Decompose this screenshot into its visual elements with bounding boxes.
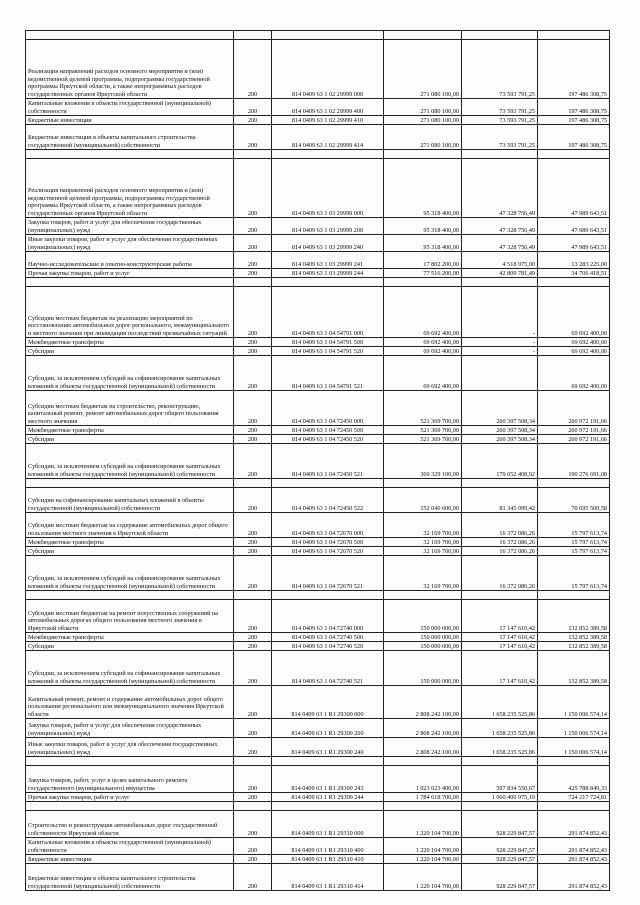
spacer-cell xyxy=(234,31,272,40)
row-code-cell: 200 xyxy=(234,235,272,252)
table-body xyxy=(26,31,610,891)
row-approved-amount-cell: 69 692 400,00 xyxy=(384,356,462,391)
row-name-cell: Реализация направлений расходов основного мероприятия и (или) ведомственной целевой программы, подпрограммы государственной программы Иркутской области, а также непрограммных расходов государственных органов Иркутской области xyxy=(26,159,234,218)
row-name-cell: Межбюджетные трансферты xyxy=(26,426,234,435)
row-name-cell: Субсидии местным бюджетам на содержание автомобильных дорог общего пользования местного значения в Иркутской области xyxy=(26,513,234,538)
row-code-cell: 200 xyxy=(234,738,272,757)
row-unexecuted-amount-cell: 47 989 643,51 xyxy=(538,235,610,252)
table-row xyxy=(26,252,610,269)
row-executed-amount-cell: 47 328 756,49 xyxy=(462,235,538,252)
row-approved-amount-cell: 32 169 700,00 xyxy=(384,556,462,591)
row-name-cell: Бюджетные инвестиции в объекты капитального строительства государственной (муниципальной) собственности xyxy=(26,125,234,150)
row-approved-amount-cell: 95 318 400,00 xyxy=(384,159,462,218)
row-code-cell: 200 xyxy=(234,651,272,686)
row-unexecuted-amount-cell: 291 874 852,43 xyxy=(538,855,610,864)
row-unexecuted-amount-cell: 132 852 389,58 xyxy=(538,651,610,686)
spacer-row xyxy=(26,757,610,766)
row-unexecuted-amount-cell: 132 852 389,58 xyxy=(538,600,610,633)
spacer-row xyxy=(26,150,610,159)
row-unexecuted-amount-cell: 724 217 724,81 xyxy=(538,793,610,802)
table-row xyxy=(26,600,610,633)
row-classification-code-cell: 814 0409 63 1 R1 29310 400 xyxy=(272,838,384,855)
spacer-cell xyxy=(234,150,272,159)
row-unexecuted-amount-cell: 260 972 191,66 xyxy=(538,426,610,435)
row-approved-amount-cell: 2 808 242 100,00 xyxy=(384,719,462,738)
row-approved-amount-cell: 271 080 100,00 xyxy=(384,125,462,150)
row-classification-code-cell: 814 0409 63 1 03 29999 240 xyxy=(272,235,384,252)
row-unexecuted-amount-cell: 1 150 006 574,14 xyxy=(538,738,610,757)
row-approved-amount-cell: 17 802 200,00 xyxy=(384,252,462,269)
table-row xyxy=(26,686,610,719)
spacer-cell xyxy=(462,479,538,488)
row-name-cell: Субсидии xyxy=(26,642,234,651)
row-approved-amount-cell: 150 000 000,00 xyxy=(384,633,462,642)
row-classification-code-cell: 814 0409 63 1 03 29999 244 xyxy=(272,269,384,278)
spacer-cell xyxy=(272,31,384,40)
row-executed-amount-cell: 47 328 756,49 xyxy=(462,159,538,218)
row-name-cell: Бюджетные инвестиции в объекты капитального строительства государственной (муниципальной) собственности xyxy=(26,864,234,891)
row-code-cell: 200 xyxy=(234,444,272,479)
row-classification-code-cell: 814 0409 63 1 04 72450 522 xyxy=(272,488,384,513)
row-name-cell: Иные закупки товаров, работ и услуг для обеспечения государственных (муниципальных) нужд xyxy=(26,738,234,757)
row-unexecuted-amount-cell: 15 797 613,74 xyxy=(538,547,610,556)
spacer-cell xyxy=(234,757,272,766)
row-classification-code-cell: 814 0409 63 1 02 29999 410 xyxy=(272,116,384,125)
table-row xyxy=(26,488,610,513)
row-code-cell: 200 xyxy=(234,793,272,802)
row-approved-amount-cell: 69 692 400,00 xyxy=(384,287,462,338)
row-name-cell: Межбюджетные трансферты xyxy=(26,538,234,547)
spacer-cell xyxy=(462,591,538,600)
spacer-cell xyxy=(462,31,538,40)
row-unexecuted-amount-cell: 260 972 191,66 xyxy=(538,435,610,444)
table-row xyxy=(26,766,610,793)
row-code-cell: 200 xyxy=(234,838,272,855)
row-name-cell: Субсидии, за исключением субсидий на софинансирование капитальных вложений в объекты государственной (муниципальной) собственности xyxy=(26,356,234,391)
spacer-cell xyxy=(272,591,384,600)
row-code-cell: 200 xyxy=(234,686,272,719)
row-classification-code-cell: 814 0409 63 1 R1 29310 410 xyxy=(272,855,384,864)
row-approved-amount-cell: 32 169 700,00 xyxy=(384,538,462,547)
row-classification-code-cell: 814 0409 63 1 04 72670 000 xyxy=(272,513,384,538)
row-classification-code-cell: 814 0409 63 1 04 72450 500 xyxy=(272,426,384,435)
row-classification-code-cell: 814 0409 63 1 04 54791 000 xyxy=(272,287,384,338)
spacer-cell xyxy=(26,802,234,811)
row-executed-amount-cell: 928 229 847,57 xyxy=(462,838,538,855)
row-name-cell: Межбюджетные трансферты xyxy=(26,338,234,347)
row-executed-amount-cell xyxy=(462,356,538,391)
row-unexecuted-amount-cell: 34 706 418,51 xyxy=(538,269,610,278)
row-unexecuted-amount-cell: 132 852 389,58 xyxy=(538,633,610,642)
row-unexecuted-amount-cell: 197 486 308,75 xyxy=(538,125,610,150)
row-name-cell: Субсидии xyxy=(26,347,234,356)
row-unexecuted-amount-cell: 70 695 500,58 xyxy=(538,488,610,513)
table-row xyxy=(26,269,610,278)
row-classification-code-cell: 814 0409 63 1 04 72450 000 xyxy=(272,391,384,426)
spacer-cell xyxy=(538,802,610,811)
spacer-cell xyxy=(538,278,610,287)
row-unexecuted-amount-cell: 190 276 691,08 xyxy=(538,444,610,479)
spacer-cell xyxy=(26,757,234,766)
spacer-cell xyxy=(462,278,538,287)
row-approved-amount-cell: 1 784 618 700,00 xyxy=(384,793,462,802)
spacer-cell xyxy=(384,31,462,40)
row-classification-code-cell: 814 0409 63 1 03 29999 241 xyxy=(272,252,384,269)
row-code-cell: 200 xyxy=(234,766,272,793)
row-unexecuted-amount-cell: 69 692 400,00 xyxy=(538,347,610,356)
spacer-cell xyxy=(234,278,272,287)
row-unexecuted-amount-cell: 291 874 852,43 xyxy=(538,864,610,891)
row-code-cell: 200 xyxy=(234,40,272,99)
row-code-cell: 200 xyxy=(234,338,272,347)
table-row xyxy=(26,538,610,547)
table-row xyxy=(26,125,610,150)
row-executed-amount-cell: 17 147 610,42 xyxy=(462,600,538,633)
table-row xyxy=(26,864,610,891)
row-name-cell: Субсидии, за исключением субсидий на софинансирование капитальных вложений в объекты государственной (муниципальной) собственности xyxy=(26,444,234,479)
row-approved-amount-cell: 69 692 400,00 xyxy=(384,338,462,347)
row-code-cell: 200 xyxy=(234,642,272,651)
table-row xyxy=(26,435,610,444)
spacer-cell xyxy=(462,150,538,159)
row-executed-amount-cell: 928 229 847,57 xyxy=(462,864,538,891)
row-code-cell: 200 xyxy=(234,125,272,150)
row-classification-code-cell: 814 0409 63 1 03 29999 000 xyxy=(272,159,384,218)
row-executed-amount-cell: 16 372 086,26 xyxy=(462,538,538,547)
row-approved-amount-cell: 32 169 700,00 xyxy=(384,547,462,556)
row-name-cell: Бюджетные инвестиции xyxy=(26,116,234,125)
table-row xyxy=(26,356,610,391)
table-row xyxy=(26,738,610,757)
row-name-cell: Субсидии xyxy=(26,435,234,444)
spacer-cell xyxy=(26,150,234,159)
row-name-cell: Строительство и реконструкция автомобильных дорог государственной собственности Иркутской области xyxy=(26,811,234,838)
table-row xyxy=(26,547,610,556)
row-classification-code-cell: 814 0409 63 1 R1 29300 200 xyxy=(272,719,384,738)
spacer-cell xyxy=(538,479,610,488)
table-row xyxy=(26,513,610,538)
row-approved-amount-cell: 521 369 700,00 xyxy=(384,435,462,444)
row-unexecuted-amount-cell: 260 972 191,66 xyxy=(538,391,610,426)
row-code-cell: 200 xyxy=(234,435,272,444)
row-executed-amount-cell: 73 593 791,25 xyxy=(462,116,538,125)
row-executed-amount-cell: 16 372 086,26 xyxy=(462,547,538,556)
row-code-cell: 200 xyxy=(234,347,272,356)
table-row xyxy=(26,235,610,252)
spacer-cell xyxy=(272,479,384,488)
row-approved-amount-cell: 2 808 242 100,00 xyxy=(384,738,462,757)
row-code-cell: 200 xyxy=(234,719,272,738)
row-executed-amount-cell: 1 060 400 975,19 xyxy=(462,793,538,802)
row-classification-code-cell: 814 0409 63 1 04 72740 000 xyxy=(272,600,384,633)
row-name-cell: Реализация направлений расходов основного мероприятия и (или) ведомственной целевой программы, подпрограммы государственной программы Иркутской области, а также непрограммных расходов государственных органов Иркутской области xyxy=(26,40,234,99)
spacer-row xyxy=(26,278,610,287)
row-name-cell: Научно-исследовательские и опытно-конструкторские работы xyxy=(26,252,234,269)
row-classification-code-cell: 814 0409 63 1 R1 29310 000 xyxy=(272,811,384,838)
row-executed-amount-cell: 16 372 086,26 xyxy=(462,556,538,591)
row-classification-code-cell: 814 0409 63 1 03 29999 200 xyxy=(272,218,384,235)
row-approved-amount-cell: 1 220 104 700,00 xyxy=(384,811,462,838)
table-row xyxy=(26,838,610,855)
spacer-cell xyxy=(538,757,610,766)
row-code-cell: 200 xyxy=(234,356,272,391)
row-executed-amount-cell: 73 593 791,25 xyxy=(462,125,538,150)
row-code-cell: 200 xyxy=(234,99,272,116)
row-approved-amount-cell: 271 080 100,00 xyxy=(384,99,462,116)
row-name-cell: Закупка товаров, работ и услуг для обеспечения государственных (муниципальных) нужд xyxy=(26,218,234,235)
table-row xyxy=(26,218,610,235)
row-approved-amount-cell: 77 516 200,00 xyxy=(384,269,462,278)
row-name-cell: Прочая закупка товаров, работ и услуг xyxy=(26,269,234,278)
spacer-cell xyxy=(234,591,272,600)
spacer-row xyxy=(26,31,610,40)
spacer-cell xyxy=(384,757,462,766)
row-approved-amount-cell: 369 329 100,00 xyxy=(384,444,462,479)
row-code-cell: 200 xyxy=(234,269,272,278)
table-row xyxy=(26,116,610,125)
spacer-cell xyxy=(26,591,234,600)
spacer-cell xyxy=(538,150,610,159)
table-row xyxy=(26,633,610,642)
row-approved-amount-cell: 1 220 104 700,00 xyxy=(384,864,462,891)
row-executed-amount-cell: 4 518 975,00 xyxy=(462,252,538,269)
row-executed-amount-cell: 597 834 550,67 xyxy=(462,766,538,793)
row-code-cell: 200 xyxy=(234,633,272,642)
spacer-cell xyxy=(538,591,610,600)
row-executed-amount-cell: 1 658 235 525,86 xyxy=(462,719,538,738)
row-unexecuted-amount-cell: 197 486 308,75 xyxy=(538,40,610,99)
table-row xyxy=(26,347,610,356)
row-unexecuted-amount-cell: 291 874 852,43 xyxy=(538,838,610,855)
row-executed-amount-cell: - xyxy=(462,338,538,347)
spacer-cell xyxy=(384,278,462,287)
row-classification-code-cell: 814 0409 63 1 04 72670 520 xyxy=(272,547,384,556)
row-code-cell: 200 xyxy=(234,855,272,864)
row-code-cell: 200 xyxy=(234,218,272,235)
row-unexecuted-amount-cell: 291 874 852,43 xyxy=(538,811,610,838)
row-executed-amount-cell: 928 229 847,57 xyxy=(462,811,538,838)
row-executed-amount-cell: 1 658 235 525,86 xyxy=(462,686,538,719)
row-classification-code-cell: 814 0409 63 1 04 72450 521 xyxy=(272,444,384,479)
row-code-cell: 200 xyxy=(234,864,272,891)
row-approved-amount-cell: 95 318 400,00 xyxy=(384,235,462,252)
row-approved-amount-cell: 150 000 000,00 xyxy=(384,642,462,651)
table-row xyxy=(26,793,610,802)
row-classification-code-cell: 814 0409 63 1 04 72670 521 xyxy=(272,556,384,591)
row-classification-code-cell: 814 0409 63 1 02 29999 400 xyxy=(272,99,384,116)
row-executed-amount-cell: 260 397 508,34 xyxy=(462,391,538,426)
row-name-cell: Закупка товаров, работ и услуг для обеспечения государственных (муниципальных) нужд xyxy=(26,719,234,738)
row-unexecuted-amount-cell: 47 989 643,51 xyxy=(538,218,610,235)
row-approved-amount-cell: 2 808 242 100,00 xyxy=(384,686,462,719)
spacer-row xyxy=(26,479,610,488)
spacer-cell xyxy=(384,802,462,811)
row-name-cell: Закупка товаров, работ, услуг в целях капитального ремонта государственного (муниципального) имущества xyxy=(26,766,234,793)
table-row xyxy=(26,391,610,426)
row-approved-amount-cell: 1 023 623 400,00 xyxy=(384,766,462,793)
row-approved-amount-cell: 152 040 600,00 xyxy=(384,488,462,513)
spacer-cell xyxy=(272,278,384,287)
row-name-cell: Субсидии местным бюджетам на реализацию мероприятий по восстановлению автомобильных дорог регионального, межмуниципального и местного значения при ликвидации последствий чрезвычайных ситуаций xyxy=(26,287,234,338)
row-approved-amount-cell: 69 692 400,00 xyxy=(384,347,462,356)
row-executed-amount-cell: 260 397 508,34 xyxy=(462,426,538,435)
spacer-cell xyxy=(384,479,462,488)
row-unexecuted-amount-cell: 1 150 006 574,14 xyxy=(538,686,610,719)
row-classification-code-cell: 814 0409 63 1 04 54791 521 xyxy=(272,356,384,391)
table-row xyxy=(26,338,610,347)
spacer-cell xyxy=(26,31,234,40)
table-row xyxy=(26,287,610,338)
row-code-cell: 200 xyxy=(234,287,272,338)
row-approved-amount-cell: 271 080 100,00 xyxy=(384,40,462,99)
table-row xyxy=(26,159,610,218)
row-classification-code-cell: 814 0409 63 1 04 54791 520 xyxy=(272,347,384,356)
row-approved-amount-cell: 1 220 104 700,00 xyxy=(384,838,462,855)
row-approved-amount-cell: 521 369 700,00 xyxy=(384,391,462,426)
row-classification-code-cell: 814 0409 63 1 04 72670 500 xyxy=(272,538,384,547)
row-code-cell: 200 xyxy=(234,488,272,513)
row-executed-amount-cell: 73 593 791,25 xyxy=(462,40,538,99)
row-code-cell: 200 xyxy=(234,252,272,269)
spacer-cell xyxy=(384,591,462,600)
row-executed-amount-cell: 260 397 508,34 xyxy=(462,435,538,444)
row-unexecuted-amount-cell: 13 283 225,00 xyxy=(538,252,610,269)
row-classification-code-cell: 814 0409 63 1 04 72740 521 xyxy=(272,651,384,686)
row-executed-amount-cell: - xyxy=(462,287,538,338)
row-unexecuted-amount-cell: 69 692 400,00 xyxy=(538,287,610,338)
spacer-cell xyxy=(272,757,384,766)
row-name-cell: Субсидии на софинансирование капитальных вложений в объекты государственной (муниципальной) собственности xyxy=(26,488,234,513)
table-row xyxy=(26,811,610,838)
row-approved-amount-cell: 95 318 400,00 xyxy=(384,218,462,235)
row-code-cell: 200 xyxy=(234,600,272,633)
row-name-cell: Субсидии, за исключением субсидий на софинансирование капитальных вложений в объекты государственной (муниципальной) собственности xyxy=(26,556,234,591)
row-unexecuted-amount-cell: 197 486 308,75 xyxy=(538,116,610,125)
row-name-cell: Капитальные вложения в объекты государственной (муниципальной) собственности xyxy=(26,838,234,855)
row-name-cell: Капитальный ремонт, ремонт и содержание автомобильных дорог общего пользования регионального или межмуниципального значения Иркутской области xyxy=(26,686,234,719)
row-name-cell: Прочая закупка товаров, работ и услуг xyxy=(26,793,234,802)
row-name-cell: Иные закупки товаров, работ и услуг для обеспечения государственных (муниципальных) нужд xyxy=(26,235,234,252)
row-unexecuted-amount-cell: 15 797 613,74 xyxy=(538,538,610,547)
row-unexecuted-amount-cell: 69 692 400,00 xyxy=(538,338,610,347)
row-code-cell: 200 xyxy=(234,391,272,426)
row-unexecuted-amount-cell: 197 486 308,75 xyxy=(538,99,610,116)
row-classification-code-cell: 814 0409 63 1 R1 29300 000 xyxy=(272,686,384,719)
row-name-cell: Субсидии местным бюджетам на ремонт искусственных сооружений на автомобильных дорогах общего пользования местного значения в Иркутской области xyxy=(26,600,234,633)
row-name-cell: Капитальные вложения в объекты государственной (муниципальной) собственности xyxy=(26,99,234,116)
row-classification-code-cell: 814 0409 63 1 02 29999 000 xyxy=(272,40,384,99)
spacer-cell xyxy=(462,757,538,766)
row-classification-code-cell: 814 0409 63 1 R1 29300 243 xyxy=(272,766,384,793)
spacer-cell xyxy=(462,802,538,811)
row-unexecuted-amount-cell: 425 788 849,33 xyxy=(538,766,610,793)
table-row xyxy=(26,556,610,591)
row-code-cell: 200 xyxy=(234,538,272,547)
row-executed-amount-cell: 17 147 610,42 xyxy=(462,651,538,686)
row-name-cell: Субсидии местным бюджетам на строительство, реконструкцию, капитальный ремонт, ремонт автомобильных дорог общего пользования местного значения xyxy=(26,391,234,426)
spacer-cell xyxy=(234,479,272,488)
row-name-cell: Субсидии xyxy=(26,547,234,556)
row-code-cell: 200 xyxy=(234,159,272,218)
row-executed-amount-cell: 73 593 791,25 xyxy=(462,99,538,116)
row-executed-amount-cell: 17 147 610,42 xyxy=(462,633,538,642)
row-classification-code-cell: 814 0409 63 1 R1 29310 414 xyxy=(272,864,384,891)
row-classification-code-cell: 814 0409 63 1 04 72740 520 xyxy=(272,642,384,651)
table-row xyxy=(26,444,610,479)
row-approved-amount-cell: 150 000 000,00 xyxy=(384,651,462,686)
row-classification-code-cell: 814 0409 63 1 R1 29300 244 xyxy=(272,793,384,802)
row-classification-code-cell: 814 0409 63 1 R1 29300 240 xyxy=(272,738,384,757)
row-executed-amount-cell: 179 052 408,92 xyxy=(462,444,538,479)
spacer-cell xyxy=(26,479,234,488)
table-row xyxy=(26,855,610,864)
spacer-cell xyxy=(538,31,610,40)
spacer-cell xyxy=(26,278,234,287)
row-code-cell: 200 xyxy=(234,116,272,125)
row-executed-amount-cell: 17 147 610,42 xyxy=(462,642,538,651)
row-executed-amount-cell: 1 658 235 525,86 xyxy=(462,738,538,757)
table-row xyxy=(26,642,610,651)
row-unexecuted-amount-cell: 47 989 643,51 xyxy=(538,159,610,218)
row-executed-amount-cell: 42 809 781,49 xyxy=(462,269,538,278)
row-unexecuted-amount-cell: 1 150 006 574,14 xyxy=(538,719,610,738)
row-name-cell: Бюджетные инвестиции xyxy=(26,855,234,864)
row-name-cell: Субсидии, за исключением субсидий на софинансирование капитальных вложений в объекты государственной (муниципальной) собственности xyxy=(26,651,234,686)
table-row xyxy=(26,99,610,116)
row-code-cell: 200 xyxy=(234,811,272,838)
spacer-cell xyxy=(384,150,462,159)
row-code-cell: 200 xyxy=(234,547,272,556)
table-row xyxy=(26,426,610,435)
row-unexecuted-amount-cell: 132 852 389,58 xyxy=(538,642,610,651)
row-code-cell: 200 xyxy=(234,513,272,538)
table-row xyxy=(26,40,610,99)
row-code-cell: 200 xyxy=(234,426,272,435)
spacer-row xyxy=(26,591,610,600)
row-unexecuted-amount-cell: 15 797 613,74 xyxy=(538,556,610,591)
row-code-cell: 200 xyxy=(234,556,272,591)
spacer-row xyxy=(26,802,610,811)
row-unexecuted-amount-cell: 15 797 613,74 xyxy=(538,513,610,538)
row-approved-amount-cell: 271 080 100,00 xyxy=(384,116,462,125)
row-classification-code-cell: 814 0409 63 1 04 72450 520 xyxy=(272,435,384,444)
row-classification-code-cell: 814 0409 63 1 04 54791 500 xyxy=(272,338,384,347)
row-approved-amount-cell: 32 169 700,00 xyxy=(384,513,462,538)
row-approved-amount-cell: 521 369 700,00 xyxy=(384,426,462,435)
row-executed-amount-cell: 16 372 086,26 xyxy=(462,513,538,538)
row-classification-code-cell: 814 0409 63 1 04 72740 500 xyxy=(272,633,384,642)
row-unexecuted-amount-cell: 69 692 400,00 xyxy=(538,356,610,391)
row-classification-code-cell: 814 0409 63 1 02 29999 414 xyxy=(272,125,384,150)
spacer-cell xyxy=(272,150,384,159)
row-name-cell: Межбюджетные трансферты xyxy=(26,633,234,642)
spacer-cell xyxy=(272,802,384,811)
row-executed-amount-cell: 81 345 099,42 xyxy=(462,488,538,513)
row-executed-amount-cell: 928 229 847,57 xyxy=(462,855,538,864)
row-executed-amount-cell: 47 328 756,49 xyxy=(462,218,538,235)
row-executed-amount-cell: - xyxy=(462,347,538,356)
budget-execution-table xyxy=(25,30,610,891)
spacer-cell xyxy=(234,802,272,811)
table-row xyxy=(26,719,610,738)
row-approved-amount-cell: 1 220 104 700,00 xyxy=(384,855,462,864)
row-approved-amount-cell: 150 000 000,00 xyxy=(384,600,462,633)
table-row xyxy=(26,651,610,686)
